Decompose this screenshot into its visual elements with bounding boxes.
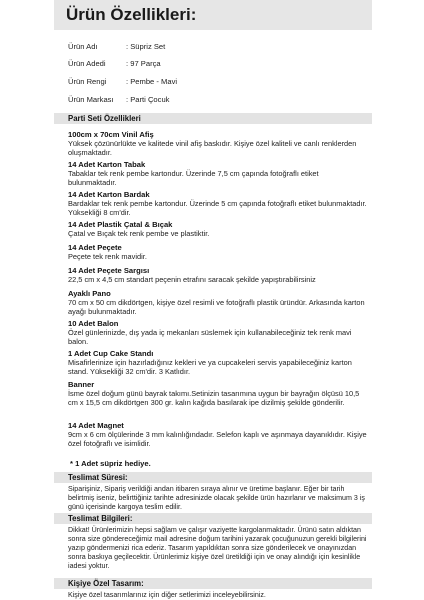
item-pecete [68, 243, 368, 261]
item-heading: Ayaklı Pano [68, 289, 111, 298]
item-description: 22,5 cm x 4,5 cm standart peçenin etrafını saracak şekilde yapıştırabilirsiniz [68, 275, 316, 285]
item-pecete-sargisi [68, 266, 368, 284]
item-heading: 100cm x 70cm Vinil Afiş [68, 130, 154, 139]
spec-label: Ürün Rengi [68, 77, 107, 86]
item-description: Peçete tek renk mavidir. [68, 252, 147, 262]
page-title: Ürün Özellikleri: [66, 5, 197, 24]
teslimat-paragraph: Siparişiniz, Sipariş verildiği andan itibaren sıraya alınır ve üretime başlanır. Eğer bir tarih belirtmiş iseniz, belirttiğiniz tarihte adresinizde olacak şekilde ürün hazırlanır ve maksimum 3 iş günü içerisinde kargoya teslim edilir. [68, 485, 365, 511]
item-heading: Banner [68, 380, 95, 389]
section-title: Kişiye Özel Tasarım: [68, 579, 144, 588]
item-description: Tabaklar tek renk pembe kartondur. Üzerinde 7,5 cm çapında fotoğraflı etiket bulunmaktadır. [68, 169, 319, 188]
spec-value: : 97 Parça [126, 59, 161, 68]
gift-note-text: * 1 Adet süpriz hediye. [70, 459, 151, 468]
item-magnet [68, 421, 368, 449]
item-description: İsme özel doğum günü bayrak takımı.Setinizin tasarımına uygun bir bayrağın ölçüsü 10,5 cm x 15,5 cm dikdörtgen 300 gr. kalın kağıda basılarak ipe dizilmiş şekilde gönderilir. [68, 389, 360, 408]
item-heading: 1 Adet Cup Cake Standı [68, 349, 154, 358]
spec-row-brand [68, 95, 170, 104]
item-heading: 14 Adet Peçete [68, 243, 122, 252]
item-description: Yüksek çözünürlükte ve kalitede vinil afiş baskıdır. Kişiye özel kaliteli ve canlı renklerden oluşmaktadır. [68, 139, 357, 158]
section-title: Parti Seti Özellikleri [68, 114, 141, 123]
spec-label: Ürün Adedi [68, 59, 106, 68]
item-heading: 14 Adet Magnet [68, 421, 124, 430]
spec-row-count [68, 59, 161, 68]
item-banner [68, 380, 368, 408]
page-title-bar [54, 0, 372, 30]
item-bardak [68, 190, 368, 218]
item-cupcake-stand [68, 349, 368, 377]
spec-label: Ürün Adı [68, 42, 98, 51]
item-pano [68, 289, 368, 317]
spec-row-name [68, 42, 166, 51]
item-description: Çatal ve Bıçak tek renk pembe ve plastiktir. [68, 229, 210, 239]
item-heading: 14 Adet Peçete Sargısı [68, 266, 150, 275]
item-tabak [68, 160, 368, 188]
section-header-bilgi [54, 513, 372, 524]
spec-label: Ürün Markası [68, 95, 114, 104]
spec-row-color [68, 77, 178, 86]
spec-value: : Parti Çocuk [126, 95, 170, 104]
item-heading: 14 Adet Karton Bardak [68, 190, 150, 199]
item-description: Misafirlerinize için hazırladığınız kekleri ve ya cupcakeleri servis yapabileceğiniz karton stand. Yüksekliği 32 cm'dir. 3 Katlıdır. [68, 358, 352, 377]
item-afis [68, 130, 368, 158]
bilgi-paragraph: Dikkat! Ürünlerimizin hepsi sağlam ve çalışır vaziyette kargolanmaktadır. Ürünü satın aldıktan sonra size göndereceğimiz mail adresine doğum tarihini yazarak çocuğunuzun gerekli bilgilerini yazıp göndermenizi rica ederiz. Tasarım yapıldıktan sonra size gönderilecek ve onayınızdan sonra baskıya geçilecektir. Ürünlerimiz kişiye özel üretildiği için ve onay alındığı için kesinlikle iadesi yoktur. [68, 526, 367, 570]
section-header-parti [54, 113, 372, 124]
gift-note [70, 459, 370, 468]
spec-value: : Pembe - Mavi [126, 77, 178, 86]
spec-value: : Süpriz Set [126, 42, 166, 51]
item-description: 70 cm x 50 cm dikdörtgen, kişiye özel resimli ve fotoğraflı plastik üründür. Arkasında karton ayağı bulunmaktadır. [68, 298, 365, 317]
item-description: 9cm x 6 cm ölçülerinde 3 mm kalınlığındadır. Selefon kaplı ve aşınmaya dayanıklıdır. Kişiye özel fotoğraflı ve isimlidir. [68, 430, 367, 449]
item-heading: 10 Adet Balon [68, 319, 119, 328]
section-title: Teslimat Bilgileri: [68, 514, 133, 523]
item-description: Özel günlerinizde, dış yada iç mekanları süslemek için kullanabileceğiniz tek renk mavi balon. [68, 328, 352, 347]
section-header-kisiye [54, 578, 372, 589]
item-description: Bardaklar tek renk pembe kartondur. Üzerinde 5 cm çapında fotoğraflı etiket bulunmaktadır. Yüksekliği 8 cm'dir. [68, 199, 367, 218]
item-balon [68, 319, 368, 347]
item-heading: 14 Adet Karton Tabak [68, 160, 146, 169]
section-title: Teslimat Süresi: [68, 473, 128, 482]
item-catal-bicak [68, 220, 368, 238]
section-header-teslimat [54, 472, 372, 483]
item-heading: 14 Adet Plastik Çatal & Bıçak [68, 220, 173, 229]
kisiye-paragraph: Kişiye özel tasarımlarınız için diğer setlerimizi inceleyebilirsiniz. [68, 591, 266, 599]
